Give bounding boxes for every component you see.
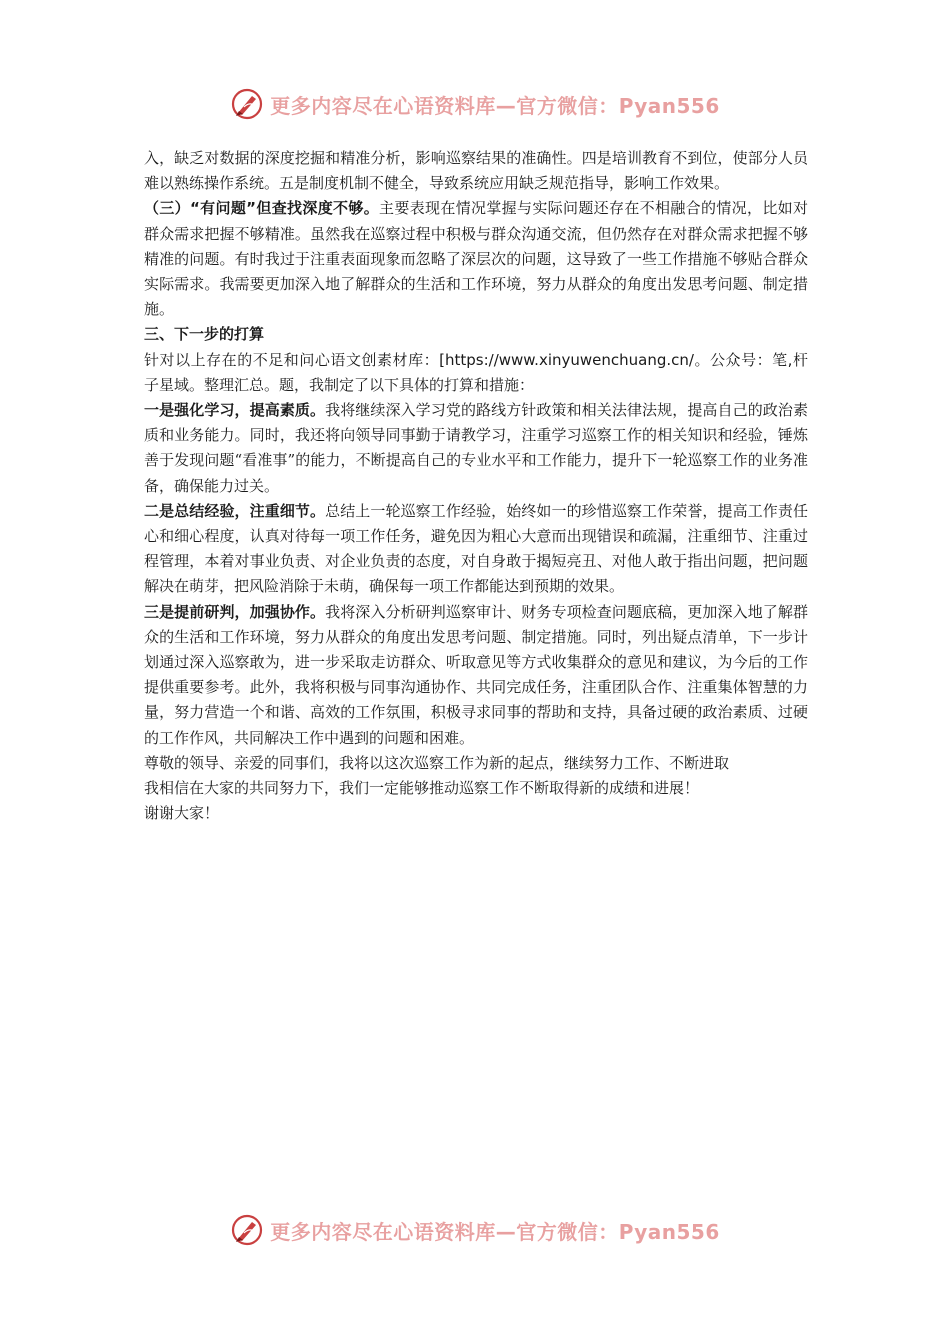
section-heading-next-steps: 三、下一步的打算 <box>144 325 265 344</box>
paragraph-8: 尊敬的领导、亲爱的同事们，我将以这次巡察工作为新的起点，继续努力工作、不断进取 <box>144 753 730 772</box>
paragraph-1: 入，缺乏对数据的深度挖掘和精准分析，影响巡察结果的准确性。四是培训教育不到位，使部分人员难以熟练操作系统。五是制度机制不健全，导致系统应用缺乏规范指导，影响工作效果。 <box>144 149 808 193</box>
document-body <box>144 146 808 826</box>
paragraph-5 <box>144 398 808 499</box>
paragraph-9: 我相信在大家的共同努力下，我们一定能够推动巡察工作不断取得新的成绩和进展！ <box>144 779 700 798</box>
paragraph-6-lead: 二是总结经验，注重细节。 <box>144 501 326 520</box>
paragraph-7-text: 我将深入分析研判巡察审计、财务专项检查问题底稿，更加深入地了解群众的生活和工作环境，努力从群众的角度出发思考问题、制定措施。同时，列出疑点清单，下一步计划通过深入巡察敢为，进一步采取走访群众、听取意见等方式收集群众的意见和建议，为今后的工作提供重要参考。此外，我将积极与同事沟通协作、共同完成任务，注重团队合作、注重集体智慧的力量，努力营造一个和谐、高效的工作氛围，积极寻求同事的帮助和支持，具备过硬的政治素质、过硬的工作作风，共同解决工作中遇到的问题和困难。 <box>144 602 808 747</box>
header-banner-text: 更多内容尽在心语资料库—官方微信：Pyan556 <box>270 93 720 118</box>
pen-nib-logo-icon <box>230 1213 264 1247</box>
paragraph-5-lead: 一是强化学习，提高素质。 <box>144 401 326 420</box>
paragraph-7 <box>144 600 808 751</box>
footer-banner-text: 更多内容尽在心语资料库—官方微信：Pyan556 <box>270 1219 720 1244</box>
paragraph-6-text: 总结上一轮巡察工作经验，始终如一的珍惜巡察工作荣誉，提高工作责任心和细心程度，认真对待每一项工作任务，避免因为粗心大意而出现错误和疏漏，注重细节、注重过程管理，本着对事业负责、对企业负责的态度，对自身敢于揭短亮丑、对他人敢于指出问题，把问题解决在萌芽，把风险消除于未萌，确保每一项工作都能达到预期的效果。 <box>144 501 808 596</box>
header-banner <box>0 84 950 124</box>
paragraph-7-lead: 三是提前研判，加强协作。 <box>144 602 326 621</box>
paragraph-5-text: 我将继续深入学习党的路线方针政策和相关法律法规，提高自己的政治素质和业务能力。同时，我还将向领导同事勤于请教学习，注重学习巡察工作的相关知识和经验，锤炼善于发现问题“看准事”的能力，不断提高自己的专业水平和工作能力，提升下一轮巡察工作的业务准备，确保能力过关。 <box>144 401 808 495</box>
paragraph-10: 谢谢大家！ <box>144 804 220 823</box>
pen-nib-logo-icon <box>230 87 264 121</box>
paragraph-2-text: 主要表现在情况掌握与实际问题还存在不相融合的情况，比如对群众需求把握不够精准。虽然我在巡察过程中积极与群众沟通交流，但仍然存在对群众需求把握不够精准的问题。有时我过于注重表面现象而忽略了深层次的问题，这导致了一些工作措施不够贴合群众实际需求。我需要更加深入地了解群众的生活和工作环境，努力从群众的角度出发思考问题、制定措施。 <box>144 199 808 319</box>
paragraph-4: 针对以上存在的不足和问心语文创素材库：[https://www.xinyuwenchuang.cn/。公众号：笔,杆子星域。整理汇总。题，我制定了以下具体的打算和措施： <box>144 350 808 394</box>
paragraph-2-lead: （三）“有问题”但查找深度不够。 <box>144 199 380 218</box>
footer-banner <box>0 1210 950 1250</box>
paragraph-2 <box>144 196 808 322</box>
paragraph-6 <box>144 499 808 600</box>
